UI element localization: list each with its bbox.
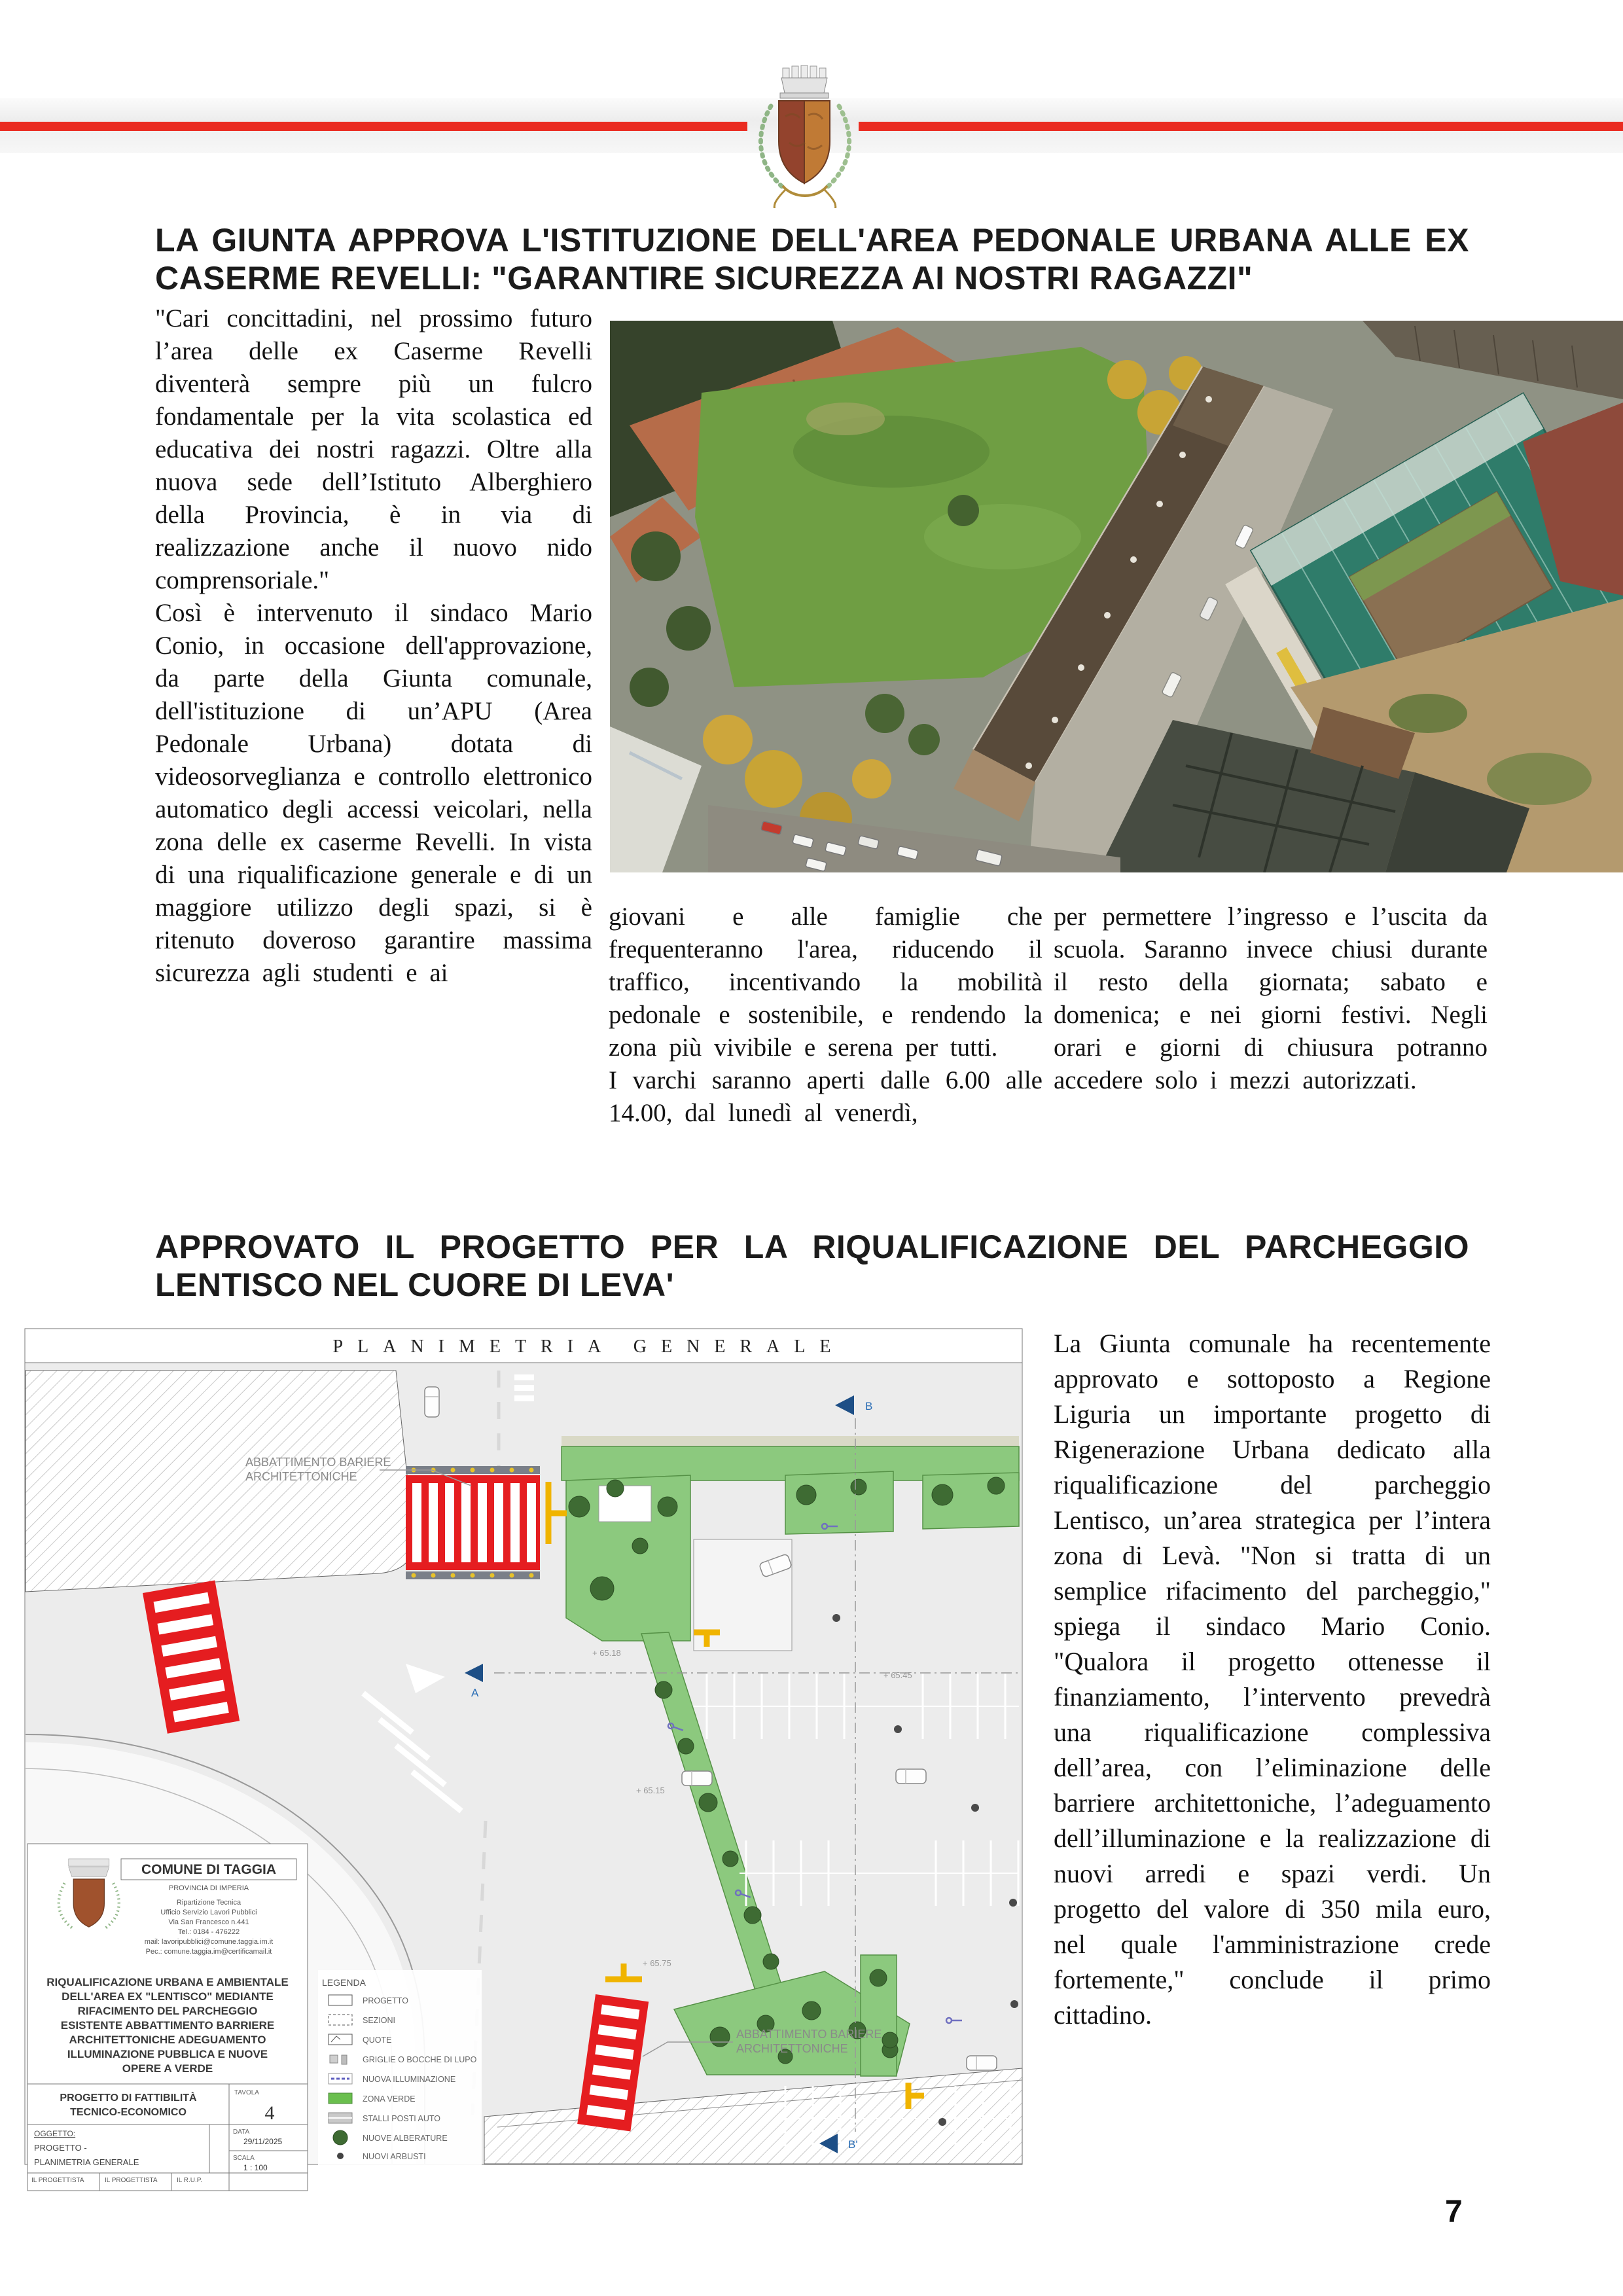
svg-text:Pec.: comune.taggia.im@certifi: Pec.: comune.taggia.im@certificamail.it [145, 1948, 272, 1956]
mural-crown-icon [780, 65, 829, 98]
svg-text:OGGETTO:: OGGETTO: [34, 2129, 76, 2138]
svg-text:ESISTENTE ABBATTIMENTO BARRIER: ESISTENTE ABBATTIMENTO BARRIERE [60, 2019, 275, 2032]
plan-title-block [27, 1844, 308, 2191]
article1-column-3 [1054, 901, 1488, 1097]
ribbon-icon [774, 186, 836, 208]
comune-coat-of-arms-icon [746, 58, 864, 208]
svg-text:PROGETTO: PROGETTO [363, 1996, 408, 2005]
article1-paragraph: "Cari concittadini, nel prossimo futuro l’area delle ex Caserme Revelli diventerà sempre più un fulcro fondamentale per la vita scolastica ed educativa dei nostri ragazzi. Oltre alla nuova sede dell’Istituto Alberghiero della Provincia, è in via di realizzazione anche il nuovo nido comprensoriale." [155, 304, 592, 594]
article1-paragraph: Così è intervenuto il sindaco Mario Conio, in occasione dell'approvazione, da parte della Giunta comunale, dell'istituzione di un’APU (Area Pedonale Urbana) dotata di videosorveglianza e controllo elettronico automatico degli accessi veicolari, nella zona delle ex caserme Revelli. In vista di una riqualificazione generale e di un maggiore utilizzo degli spazi, si è ritenuto doveroso garantire massima sicurezza agli studenti e ai [155, 599, 592, 987]
svg-text:GRIGLIE O BOCCHE DI LUPO: GRIGLIE O BOCCHE DI LUPO [363, 2055, 477, 2064]
svg-text:TECNICO-ECONOMICO: TECNICO-ECONOMICO [70, 2107, 187, 2118]
svg-text:RIQUALIFICAZIONE URBANA E AMBI: RIQUALIFICAZIONE URBANA E AMBIENTALE [46, 1976, 289, 1988]
svg-text:Ripartizione Tecnica: Ripartizione Tecnica [176, 1899, 241, 1907]
svg-text:+ 65.75: + 65.75 [643, 1958, 671, 1968]
svg-text:B: B [865, 1400, 873, 1412]
svg-text:NUOVI ARBUSTI: NUOVI ARBUSTI [363, 2152, 426, 2161]
legend-title: LEGENDA [322, 1977, 366, 1988]
svg-text:TAVOLA: TAVOLA [234, 2089, 259, 2096]
svg-text:STALLI POSTI AUTO: STALLI POSTI AUTO [363, 2114, 441, 2123]
svg-text:+ 65.18: + 65.18 [592, 1648, 621, 1658]
plan-crossing-top [406, 1466, 540, 1579]
svg-text:A: A [471, 1687, 479, 1699]
svg-text:B': B' [848, 2138, 858, 2151]
svg-text:RIFACIMENTO DEL PARCHEGGIO: RIFACIMENTO DEL PARCHEGGIO [77, 2005, 258, 2017]
svg-text:Tel.: 0184 - 476222: Tel.: 0184 - 476222 [177, 1928, 240, 1936]
svg-text:ARCHITETTONICHE: ARCHITETTONICHE [736, 2042, 848, 2055]
svg-text:PROGETTO -: PROGETTO - [34, 2143, 87, 2153]
article1-headline: LA GIUNTA APPROVA L'ISTITUZIONE DELL'AREA PEDONALE URBANA ALLE EX CASERME REVELLI: "GARANTIRE SICUREZZA AI NOSTRI RAGAZZI" [155, 222, 1469, 296]
page-number: 7 [1445, 2195, 1463, 2229]
plan-title: PLANIMETRIA GENERALE [332, 1336, 846, 1357]
svg-text:DELL'AREA EX "LENTISCO" MEDIAN: DELL'AREA EX "LENTISCO" MEDIANTE [62, 1990, 274, 2003]
shield-icon [779, 101, 830, 183]
svg-text:SCALA: SCALA [233, 2155, 255, 2162]
svg-text:+ 65.45: + 65.45 [883, 1670, 912, 1680]
article1-paragraph: per permettere l’ingresso e l’uscita da scuola. Saranno invece chiusi durante il resto della giornata; sabato e domenica; e nei giorni festivi. Negli orari e giorni di chiusura potranno accedere solo i mezzi autorizzati. [1054, 903, 1488, 1094]
svg-text:QUOTE: QUOTE [363, 2036, 392, 2045]
svg-text:ARCHITETTONICHE ADEGUAMENTO: ARCHITETTONICHE ADEGUAMENTO [69, 2034, 266, 2046]
svg-text:COMUNE DI TAGGIA: COMUNE DI TAGGIA [141, 1862, 277, 1877]
svg-text:Ufficio Servizio Lavori Pubbli: Ufficio Servizio Lavori Pubblici [160, 1909, 257, 1916]
article2-column [1054, 1326, 1491, 2033]
aerial-photo [610, 321, 1623, 872]
svg-text:mail: lavoripubblici@comune.ta: mail: lavoripubblici@comune.taggia.im.it [144, 1938, 274, 1946]
svg-text:PROVINCIA DI IMPERIA: PROVINCIA DI IMPERIA [168, 1884, 249, 1892]
svg-text:NUOVE ALBERATURE: NUOVE ALBERATURE [363, 2134, 448, 2143]
svg-text:DATA: DATA [233, 2128, 250, 2136]
plan-legend [318, 1970, 482, 2166]
svg-text:ILLUMINAZIONE PUBBLICA E NUOVE: ILLUMINAZIONE PUBBLICA E NUOVE [67, 2048, 268, 2060]
article2-headline: APPROVATO IL PROGETTO PER LA RIQUALIFICAZIONE DEL PARCHEGGIO LENTISCO NEL CUORE DI LEVA' [155, 1229, 1469, 1303]
svg-text:IL PROGETTISTA: IL PROGETTISTA [31, 2177, 84, 2184]
svg-text:ABBATTIMENTO BARIERE: ABBATTIMENTO BARIERE [245, 1456, 391, 1469]
svg-text:SEZIONI: SEZIONI [363, 2016, 396, 2025]
article1-paragraph: giovani e alle famiglie che frequenteranno l'area, riducendo il traffico, incentivando la mobilità pedonale e sostenibile, e rendendo la zona più vivibile e serena per tutti. [609, 903, 1043, 1062]
svg-text:ABBATTIMENTO BARIERE: ABBATTIMENTO BARIERE [736, 2028, 882, 2041]
site-plan-figure [13, 1310, 1034, 2197]
svg-text:ZONA VERDE: ZONA VERDE [363, 2094, 416, 2104]
article1-column-2 [609, 901, 1043, 1130]
svg-text:1 : 100: 1 : 100 [243, 2163, 268, 2172]
svg-text:NUOVA ILLUMINAZIONE: NUOVA ILLUMINAZIONE [363, 2075, 456, 2084]
article1-column-1 [155, 302, 592, 990]
svg-text:IL R.U.P.: IL R.U.P. [177, 2177, 202, 2184]
svg-text:IL PROGETTISTA: IL PROGETTISTA [105, 2177, 158, 2184]
svg-text:OPERE A VERDE: OPERE A VERDE [122, 2062, 213, 2075]
svg-text:+ 65.15: + 65.15 [636, 1785, 665, 1795]
svg-text:4: 4 [264, 2102, 275, 2124]
svg-text:29/11/2025: 29/11/2025 [243, 2137, 283, 2146]
header-red-rule-left [0, 122, 747, 131]
svg-text:ARCHITETTONICHE: ARCHITETTONICHE [245, 1470, 357, 1483]
svg-text:Via San Francesco n.441: Via San Francesco n.441 [168, 1918, 249, 1926]
article2-paragraph: La Giunta comunale ha recentemente approvato e sottoposto a Regione Liguria un importante progetto di Rigenerazione Urbana dedicato alla riqualificazione del parcheggio Lentisco, un’area strategica per l’intera zona di Levà. "Non si tratta di un semplice rifacimento del parcheggio," spiega il sindaco Mario Conio. "Qualora il progetto ottenesse il finanziamento, l’intervento prevedrà una riqualificazione complessiva dell’area, con l’eliminazione delle barriere architettoniche, l’adeguamento dell’illuminazione e la realizzazione di nuovi arredi e spazi verdi. Un progetto del valore di 350 mila euro, nel quale l'amministrazione crede fortemente," conclude il primo cittadino. [1054, 1329, 1491, 2030]
svg-text:PROGETTO DI FATTIBILITÀ: PROGETTO DI FATTIBILITÀ [60, 2092, 197, 2104]
header-red-rule-right [859, 122, 1623, 131]
article1-paragraph: I varchi saranno aperti dalle 6.00 alle 14.00, dal lunedì al venerdì, [609, 1066, 1043, 1127]
svg-text:PLANIMETRIA GENERALE: PLANIMETRIA GENERALE [34, 2157, 139, 2167]
